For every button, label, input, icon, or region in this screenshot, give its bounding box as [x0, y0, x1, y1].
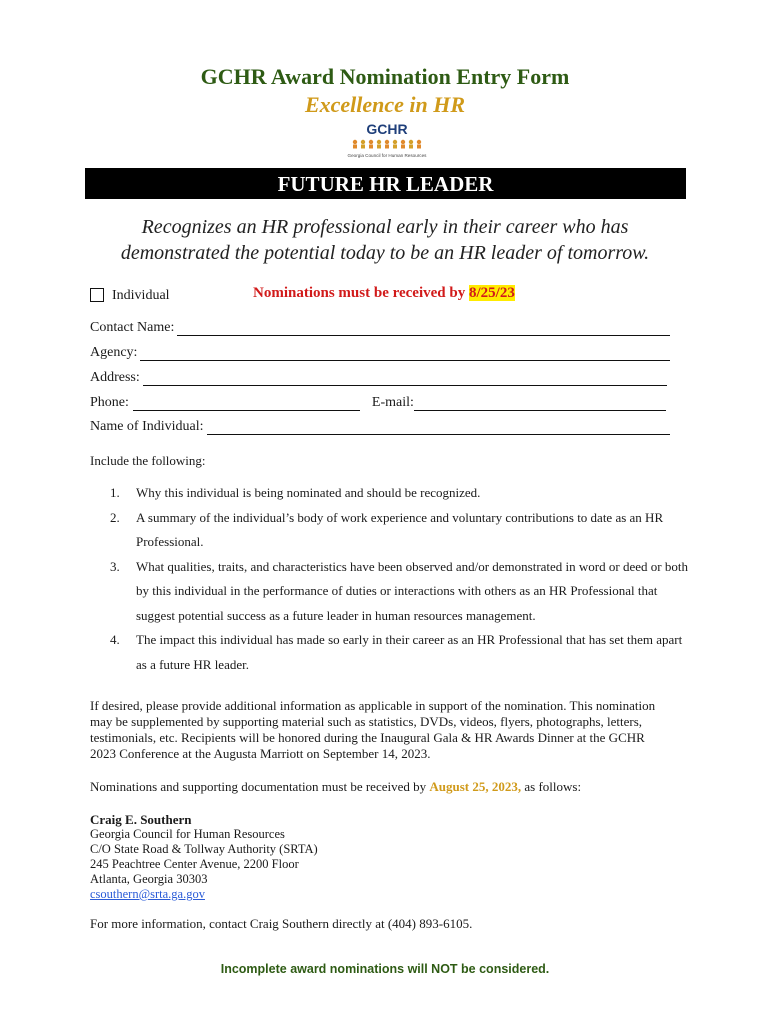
- contact-street: 245 Peachtree Center Avenue, 2200 Floor: [90, 857, 299, 871]
- list-item-number: 4.: [110, 632, 120, 647]
- contact-org: Georgia Council for Human Resources: [90, 827, 285, 841]
- contact-block: [90, 812, 318, 902]
- address-label: Address:: [90, 370, 140, 385]
- individual-name-row: [90, 419, 670, 435]
- individual-checkbox[interactable]: [90, 288, 104, 302]
- submission-prefix: Nominations and supporting documentation must be received by: [90, 779, 430, 794]
- agency-label: Agency:: [90, 345, 138, 360]
- list-item-number: 2.: [110, 509, 120, 525]
- email-field[interactable]: [414, 396, 666, 411]
- list-item-text: The impact this individual has made so early in their career as an HR Professional that has set them apart as a future HR leader.: [136, 632, 683, 672]
- phone-email-row: [90, 395, 666, 411]
- contact-name-label: Contact Name:: [90, 320, 175, 335]
- logo-text: GCHR: [366, 121, 408, 137]
- agency-row: [90, 345, 670, 361]
- list-item: [110, 628, 690, 677]
- tagline-line-2: demonstrated the potential today to be an HR leader of tomorrow.: [120, 242, 650, 264]
- individual-checkbox-label: Individual: [112, 288, 170, 303]
- include-heading: Include the following:: [90, 453, 206, 468]
- more-info: For more information, contact Craig Southern directly at (404) 893-6105.: [90, 916, 473, 931]
- list-item: [110, 481, 690, 506]
- form-title: GCHR Award Nomination Entry Form: [200, 64, 570, 89]
- list-item-text: Why this individual is being nominated and should be recognized.: [136, 485, 481, 500]
- individual-name-field[interactable]: [207, 420, 670, 435]
- deadline-prefix: Nominations must be received by: [253, 285, 469, 301]
- individual-name-label: Name of Individual:: [90, 419, 204, 434]
- contact-name: Craig E. Southern: [90, 812, 192, 827]
- footer-warning: Incomplete award nominations will NOT be considered.: [220, 962, 550, 976]
- list-item-text: A summary of the individual’s body of work experience and voluntary contributions to date as an HR Professional.: [136, 509, 664, 549]
- tagline-line-1: Recognizes an HR professional early in their career who has: [141, 216, 629, 238]
- email-label: E-mail:: [371, 395, 414, 410]
- category-banner: FUTURE HR LEADER: [85, 168, 686, 199]
- list-item: [110, 555, 690, 629]
- form-subtitle: Excellence in HR: [304, 92, 466, 117]
- gchr-logo: [345, 120, 429, 160]
- agency-field[interactable]: [140, 346, 670, 361]
- nomination-deadline: [253, 285, 515, 302]
- include-list: [110, 481, 690, 677]
- submission-instructions: [90, 779, 670, 795]
- contact-city: Atlanta, Georgia 30303: [90, 872, 208, 886]
- submission-suffix: as follows:: [521, 779, 582, 794]
- phone-field[interactable]: [133, 396, 360, 411]
- list-item: [110, 506, 690, 555]
- additional-info-paragraph: If desired, please provide additional information as applicable in support of the nomination. This nomination may be supplemented by supporting material such as statistics, DVDs, videos, flyers, photographs, letters, testimonials, etc. Recipients will be honored during the Inaugural Gala & HR Awards Dinner at the GCHR 2023 Conference at the Augusta Marriott on September 14, 2023.: [90, 698, 656, 761]
- list-item-number: 1.: [110, 485, 120, 500]
- address-row: [90, 370, 667, 386]
- list-item-number: 3.: [110, 558, 120, 574]
- contact-name-field[interactable]: [177, 321, 670, 336]
- address-field[interactable]: [143, 371, 667, 386]
- contact-name-row: [90, 320, 670, 336]
- list-item-text: What qualities, traits, and characteristics have been observed and/or demonstrated in word or deed or both by this individual in the performance of duties or interactions with others as an HR Professional that suggest potential success as a future leader in human resources management.: [136, 558, 688, 623]
- logo-caption: Georgia Council for Human Resources: [347, 153, 427, 158]
- deadline-date: 8/25/23: [468, 285, 515, 301]
- contact-care-of: C/O State Road & Tollway Authority (SRTA): [90, 842, 318, 856]
- contact-email-link[interactable]: csouthern@srta.ga.gov: [90, 887, 205, 901]
- category-description: [70, 214, 700, 266]
- submission-date: August 25, 2023,: [429, 779, 522, 794]
- phone-label: Phone:: [90, 395, 129, 410]
- logo-people-icon: [353, 140, 421, 149]
